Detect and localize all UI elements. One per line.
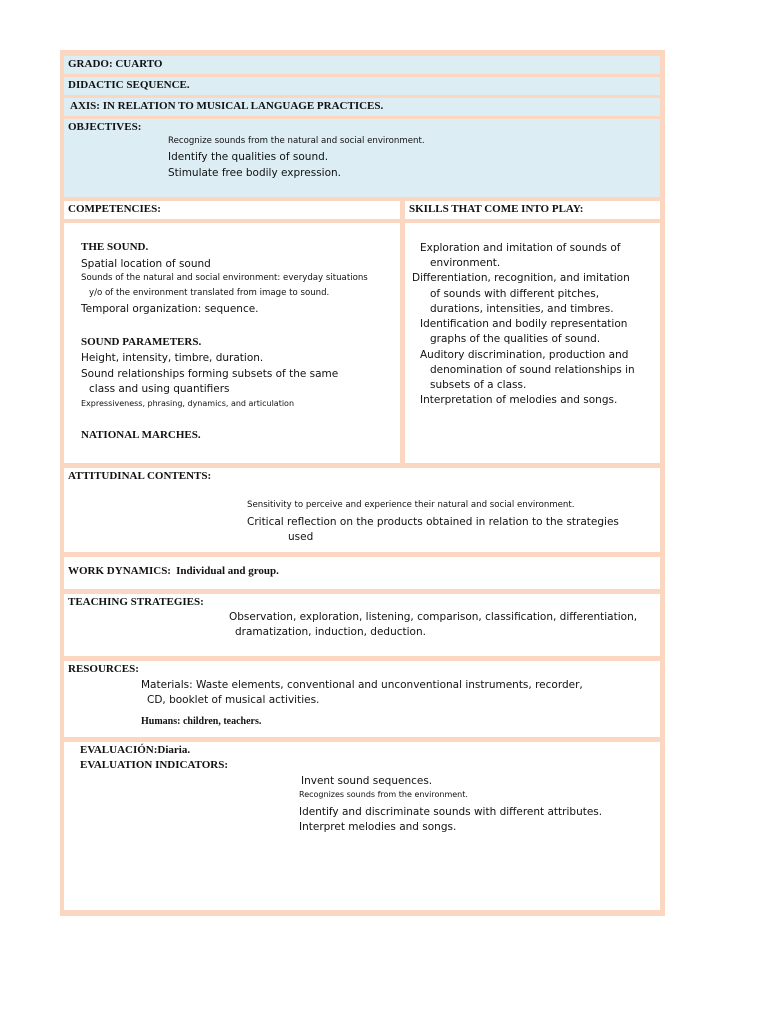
evaluation-item [250, 805, 602, 820]
competency-text: Temporal organization: sequence. [81, 303, 259, 315]
competencies-header [64, 201, 400, 219]
sequence-row [64, 77, 660, 95]
competency-text: Expressiveness, phrasing, dynamics, and articulation [81, 399, 295, 408]
competency-item [70, 302, 259, 317]
skill-item [409, 241, 620, 256]
skill-text: Differentiation, recognition, and imitation [412, 272, 630, 284]
skill-item [409, 348, 628, 363]
attitudinal-title: ATTITUDINAL CONTENTS: [68, 470, 212, 482]
objective-text: Recognize sounds from the natural and social environment. [168, 136, 425, 146]
competency-heading [70, 336, 201, 348]
teaching-cell [64, 594, 660, 656]
competencies-title: COMPETENCIES: [68, 203, 161, 215]
work-dynamics-line [68, 559, 279, 578]
competency-text-cont: y/o of the environment translated from image to sound. [89, 288, 330, 298]
teaching-item [218, 610, 637, 625]
skill-item [401, 271, 630, 286]
resource-text: Materials: Waste elements, conventional and unconventional instruments, recorder, [141, 679, 583, 691]
competency-item [70, 351, 263, 366]
evaluation-item [250, 820, 456, 835]
skill-text: Auditory discrimination, production and [420, 349, 629, 361]
resource-item [130, 678, 583, 693]
axis-label: AXIS: IN RELATION TO MUSICAL LANGUAGE PRACTICES. [70, 100, 384, 112]
competencies-cell [64, 223, 400, 463]
attitudinal-text: Critical reflection on the products obtained in relation to the strategies [247, 516, 619, 528]
attitudinal-cell [64, 468, 660, 552]
competency-text: Spatial location of sound [81, 258, 211, 270]
objective-item [157, 150, 328, 165]
teaching-title: TEACHING STRATEGIES: [68, 596, 204, 608]
objective-text: Stimulate free bodily expression. [168, 167, 342, 179]
evaluation-indicators-title: EVALUATION INDICATORS: [80, 759, 229, 771]
competency-item [70, 399, 294, 408]
evaluation-text: Interpret melodies and songs. [299, 821, 457, 833]
competency-text: Sound relationships forming subsets of the same [81, 368, 339, 380]
teaching-text-cont: dramatization, induction, deduction. [235, 626, 426, 638]
evaluation-item [250, 790, 468, 799]
skill-text: Exploration and imitation of sounds of [420, 242, 621, 254]
competency-item [70, 257, 211, 272]
resource-text: Humans: children, teachers. [141, 716, 262, 727]
evaluation-text: Identify and discriminate sounds with different attributes. [299, 806, 603, 818]
grado-row [64, 56, 660, 74]
grado-label: GRADO: CUARTO [68, 58, 163, 70]
skill-text-cont: denomination of sound relationships in [430, 364, 635, 376]
evaluation-text: Recognizes sounds from the environment. [299, 790, 468, 799]
competency-text-cont: class and using quantifiers [89, 383, 230, 395]
attitudinal-text: Sensitivity to perceive and experience their natural and social environment. [247, 500, 575, 510]
competency-text: Sounds of the natural and social environment: everyday situations [81, 273, 368, 283]
resource-item [130, 709, 261, 728]
lesson-plan-table [60, 50, 665, 916]
objective-item [157, 166, 341, 181]
attitudinal-item [236, 500, 574, 510]
competency-item [70, 273, 368, 283]
resources-cell [64, 661, 660, 737]
work-dynamics-label: WORK DYNAMICS: [68, 565, 171, 577]
teaching-text: Observation, exploration, listening, comparison, classification, differentiation, [229, 611, 638, 623]
competency-heading [70, 429, 201, 441]
axis-row [64, 98, 660, 116]
work-dynamics-cell [64, 557, 660, 589]
skill-text-cont: graphs of the qualities of sound. [430, 333, 601, 345]
skill-item [409, 393, 617, 408]
attitudinal-text-cont: used [288, 531, 314, 543]
skills-title: SKILLS THAT COME INTO PLAY: [409, 203, 584, 215]
objective-text: Identify the qualities of sound. [168, 151, 329, 163]
skill-text: Interpretation of melodies and songs. [420, 394, 618, 406]
resource-text-cont: CD, booklet of musical activities. [147, 694, 320, 706]
competency-heading [70, 241, 148, 253]
skill-text-cont: environment. [430, 257, 501, 269]
skills-header [405, 201, 660, 219]
work-dynamics-value: Individual and group. [176, 565, 279, 577]
competency-heading-text: SOUND PARAMETERS. [81, 336, 202, 348]
skill-text-cont: subsets of a class. [430, 379, 527, 391]
evaluation-text: Invent sound sequences. [301, 775, 433, 787]
competency-heading-text: NATIONAL MARCHES. [81, 429, 201, 441]
evaluation-cell [64, 742, 660, 910]
competency-item [70, 367, 338, 382]
objectives-cell [64, 119, 660, 197]
competency-text: Height, intensity, timbre, duration. [81, 352, 264, 364]
competency-heading-text: THE SOUND. [81, 241, 149, 253]
sequence-label: DIDACTIC SEQUENCE. [68, 79, 190, 91]
skill-text-cont: of sounds with different pitches, [430, 288, 600, 300]
attitudinal-item [236, 515, 619, 530]
objective-item [157, 136, 425, 146]
evaluation-item [250, 774, 432, 789]
resources-title: RESOURCES: [68, 663, 139, 675]
skill-text: Identification and bodily representation [420, 318, 628, 330]
skills-cell [405, 223, 660, 463]
skill-text-cont: durations, intensities, and timbres. [430, 303, 614, 315]
skill-item [409, 317, 627, 332]
evaluation-title: EVALUACIÓN:Diaria. [80, 744, 191, 756]
objectives-title: OBJECTIVES: [68, 121, 142, 133]
